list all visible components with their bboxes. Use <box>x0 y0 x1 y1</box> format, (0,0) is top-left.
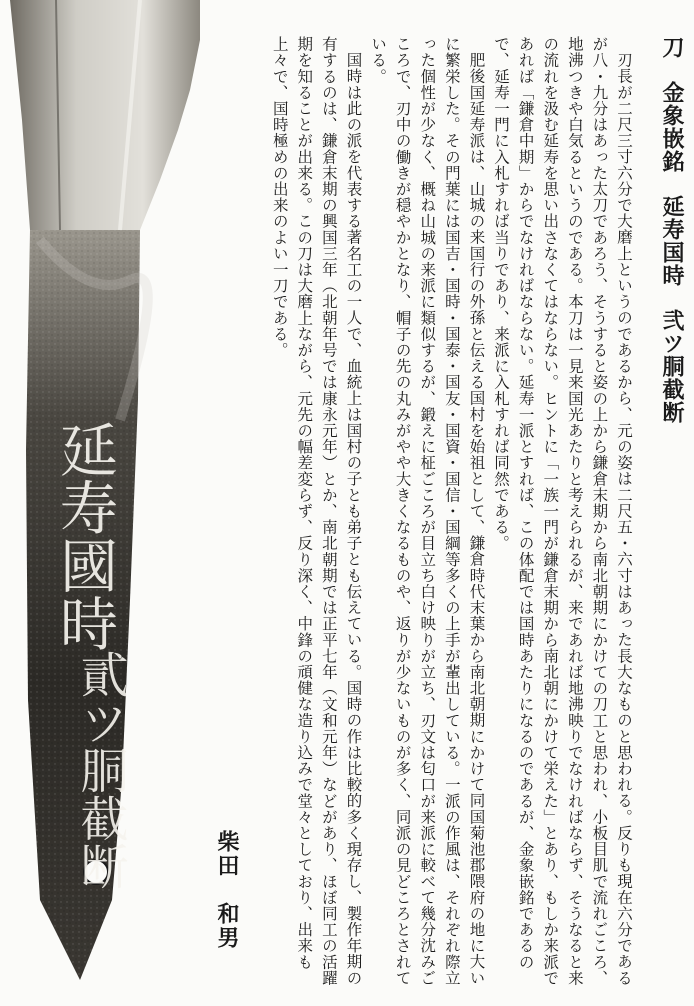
gold-inlay-cutting-test: 貳ツ胴截断 <box>72 650 128 890</box>
paragraph-smith-kunitoki: 国時は此の派を代表する著名工の一人で、血統上は国村の子とも弟子とも伝えている。国時の作は比較的多く現存し、製作年期の有するのは、鎌倉末期の興国三年（北朝年号では康永元年）とか、南北朝期では正平七年（文和元年）などがあり、ほぼ同工の活躍期を知ることが出来る。この刀は大磨上ながら、元先の幅差変らず、反り深く、中鋒の頑健な造り込みで堂々としており、出来も上々で、国時極めの出来のよい一刀である。 <box>270 36 363 986</box>
blade-upper <box>10 0 200 230</box>
author-given-name: 和男 <box>214 902 239 950</box>
author-family-name: 柴田 <box>214 830 239 878</box>
title-category: 刀 <box>659 36 684 59</box>
article-body <box>262 36 686 994</box>
paragraph-school-history: 肥後国延寿派は、山城の来国行の外孫と伝える国村を始祖として、鎌倉時代末葉から南北朝期にかけて同国菊池郡隈府の地に大いに繁栄した。その門葉には国吉・国時・国泰・国友・国資・国信・国綱等多くの上手が輩出している。一派の作風は、それぞれ際立った個性が少なく、概ね山城の来派に類似するが、鍛えに柾ごころが目立ち白け映りが立ち、刃文は匂口が来派に較べて幾分沈みごころで、刃中の働きが穏やかとなり、帽子の先の丸みがやや大きくなるものや、返りが少ないものが多く、同派の見どころとされている。 <box>369 36 486 986</box>
author-name <box>202 830 242 970</box>
title-smith: 延寿国時 <box>659 195 684 287</box>
sword-photograph <box>0 0 200 1006</box>
article-title <box>656 36 686 994</box>
paragraph-appraisal: 刃長が二尺三寸六分で大磨上というのであるから、元の姿は二尺五・六寸はあった長大なものと思われる。反りも現在六分であるが八・九分はあった太刀であろう、そうすると姿の上から鎌倉末期から南北朝期にかけての刀工と思われ、小板目肌で流れごころ、地沸つきや白気るというのである。本刀は一見来国光あたりと考えられるが、来であれば地沸映りでなければならず、そうなると来の流れを汲む延寿を思い出さなくてはならない。ヒントに「一族一門が鎌倉末期から南北朝にかけて栄えた」とあり、もしか来派であれば「鎌倉中期」からでなければならない。延寿一派とすれば、この体配では国時あたりになるのであるが、金象嵌銘であるので、延寿一門に入札すれば当りであり、来派に入札すれば同然である。 <box>492 36 633 986</box>
title-cutting-test: 弐ツ胴截断 <box>659 309 684 424</box>
sword-tang-image <box>0 0 200 1006</box>
title-inscription-type: 金象嵌銘 <box>659 81 684 173</box>
gold-inlay-smith-name: 延寿國時 <box>50 420 118 652</box>
